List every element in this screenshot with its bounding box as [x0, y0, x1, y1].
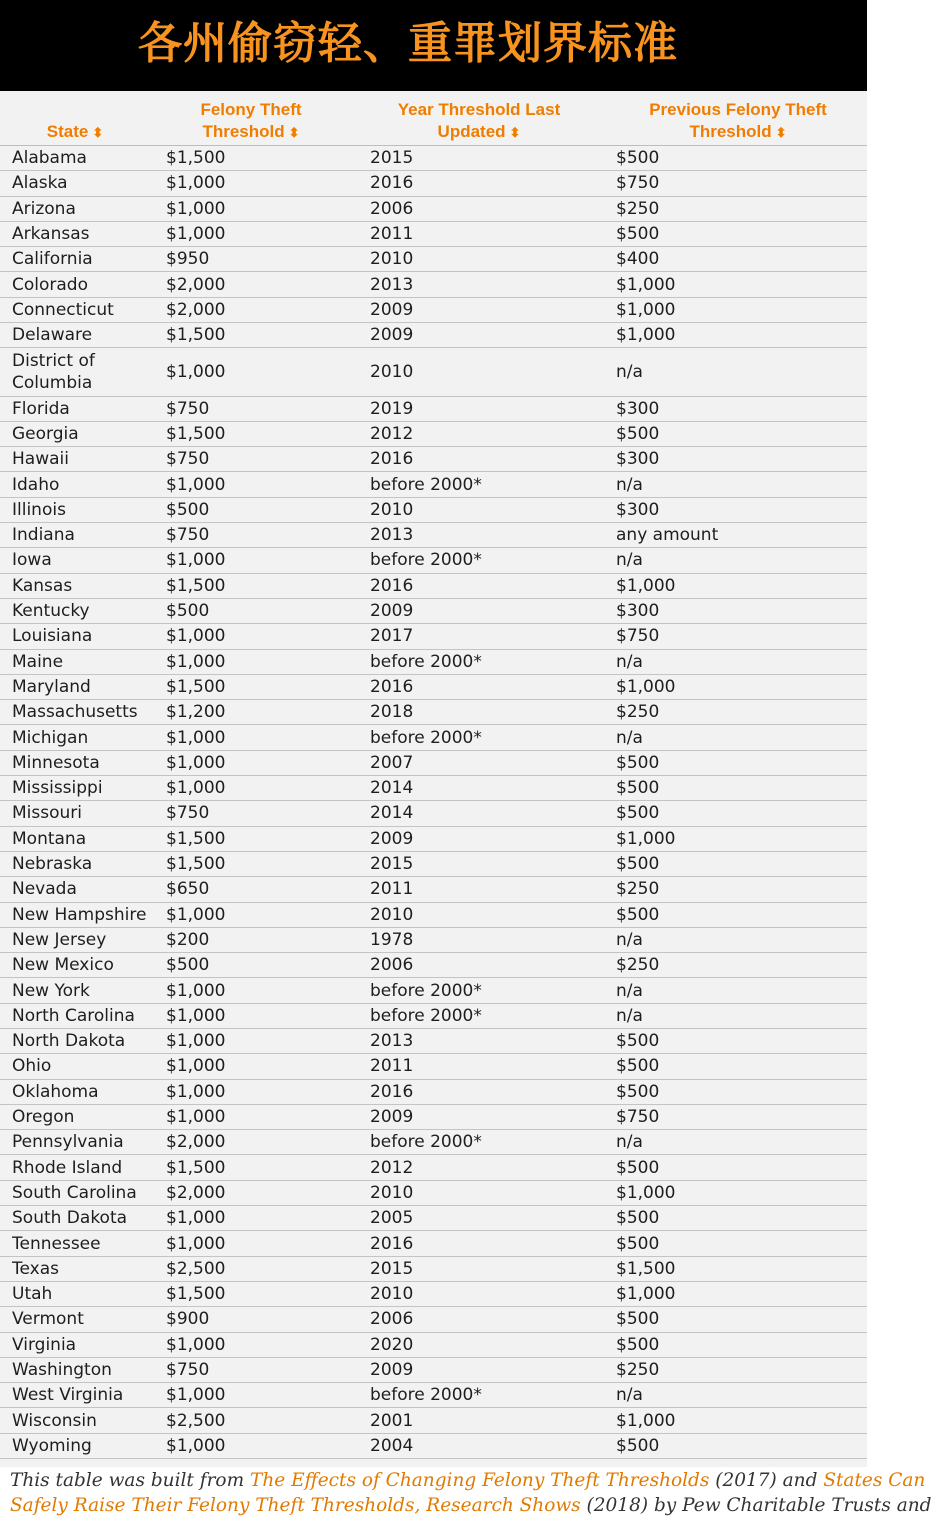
cell-year-updated: 2016	[370, 575, 414, 596]
table-row	[0, 247, 867, 272]
cell-felony-threshold: $1,000	[166, 1435, 226, 1456]
cell-state: Ohio	[12, 1056, 52, 1077]
sort-icon[interactable]: ⬍	[288, 125, 300, 140]
column-header-previous-line1: Previous Felony Theft	[649, 100, 827, 119]
cell-previous-threshold: $500	[616, 904, 660, 925]
cell-felony-threshold: $650	[166, 879, 210, 900]
table-row	[0, 852, 867, 877]
source-note-prefix: This table was built from	[10, 1470, 250, 1491]
source-link-2018-part1[interactable]: States Can	[823, 1470, 926, 1491]
cell-previous-threshold: $300	[616, 449, 660, 470]
column-header-felony-line1: Felony Theft	[200, 100, 302, 119]
table-row	[0, 1231, 867, 1256]
cell-year-updated: 2005	[370, 1208, 414, 1229]
cell-state: North Dakota	[12, 1031, 126, 1052]
cell-state: Michigan	[12, 727, 89, 748]
cell-state: Louisiana	[12, 626, 93, 647]
cell-previous-threshold: $1,000	[616, 299, 676, 320]
table-row	[0, 827, 867, 852]
cell-previous-threshold: n/a	[616, 929, 643, 950]
cell-year-updated: 2013	[370, 525, 414, 546]
cell-previous-threshold: $500	[616, 1056, 660, 1077]
cell-previous-threshold: $250	[616, 955, 660, 976]
cell-year-updated: 2009	[370, 299, 414, 320]
column-header-previous-line2: Threshold	[689, 122, 772, 141]
cell-state: Minnesota	[12, 752, 100, 773]
cell-previous-threshold: n/a	[616, 550, 643, 571]
sort-icon[interactable]: ⬍	[92, 125, 104, 140]
cell-previous-threshold: $500	[616, 148, 660, 169]
table-row	[0, 1130, 867, 1155]
cell-felony-threshold: $2,500	[166, 1410, 226, 1431]
cell-state: Washington	[12, 1359, 112, 1380]
column-header-year-line1: Year Threshold Last	[397, 100, 561, 119]
cell-previous-threshold: $750	[616, 626, 660, 647]
table-row	[0, 1257, 867, 1282]
cell-felony-threshold: $1,200	[166, 702, 226, 723]
cell-state: Vermont	[12, 1309, 84, 1330]
cell-state: Hawaii	[12, 449, 69, 470]
cell-previous-threshold: $500	[616, 803, 660, 824]
cell-previous-threshold: $250	[616, 198, 660, 219]
table-row	[0, 222, 867, 247]
cell-previous-threshold: $500	[616, 1334, 660, 1355]
table-row	[0, 447, 867, 472]
table-row	[0, 397, 867, 422]
cell-previous-threshold: $500	[616, 854, 660, 875]
cell-year-updated: 2016	[370, 676, 414, 697]
source-note-mid: (2017) and	[709, 1470, 824, 1491]
cell-felony-threshold: $2,000	[166, 274, 226, 295]
cell-felony-threshold: $500	[166, 499, 210, 520]
cell-felony-threshold: $750	[166, 1359, 210, 1380]
table-row	[0, 498, 867, 523]
source-link-2018-part2[interactable]: Safely Raise Their Felony Theft Thresholds, Research Shows	[10, 1494, 581, 1516]
cell-state: Indiana	[12, 525, 75, 546]
cell-state: Maine	[12, 651, 64, 672]
table-row	[0, 298, 867, 323]
table-row	[0, 599, 867, 624]
column-header-year-updated[interactable]	[370, 99, 588, 144]
cell-previous-threshold: any amount	[616, 525, 719, 546]
cell-year-updated: 2010	[370, 499, 414, 520]
cell-previous-threshold: $750	[616, 1107, 660, 1128]
cell-felony-threshold: $1,000	[166, 1005, 226, 1026]
cell-felony-threshold: $2,500	[166, 1258, 226, 1279]
cell-felony-threshold: $1,000	[166, 550, 226, 571]
cell-previous-threshold: n/a	[616, 361, 643, 382]
cell-felony-threshold: $1,000	[166, 1385, 226, 1406]
cell-year-updated: 2012	[370, 1157, 414, 1178]
cell-previous-threshold: $500	[616, 1157, 660, 1178]
cell-felony-threshold: $1,000	[166, 474, 226, 495]
table-row	[0, 1383, 867, 1408]
cell-year-updated: 2017	[370, 626, 414, 647]
cell-state: Kansas	[12, 575, 73, 596]
cell-previous-threshold: n/a	[616, 1132, 643, 1153]
cell-felony-threshold: $1,000	[166, 651, 226, 672]
cell-felony-threshold: $500	[166, 601, 210, 622]
cell-previous-threshold: $300	[616, 499, 660, 520]
cell-year-updated: 2020	[370, 1334, 414, 1355]
column-header-state-label: State	[46, 122, 89, 141]
cell-state: South Carolina	[12, 1182, 137, 1203]
cell-felony-threshold: $1,000	[166, 626, 226, 647]
cell-previous-threshold: $1,000	[616, 676, 676, 697]
cell-previous-threshold: $1,000	[616, 1182, 676, 1203]
cell-state: South Dakota	[12, 1208, 128, 1229]
table-row	[0, 751, 867, 776]
cell-previous-threshold: $500	[616, 1233, 660, 1254]
cell-previous-threshold: $250	[616, 702, 660, 723]
table-row	[0, 903, 867, 928]
cell-year-updated: 2015	[370, 854, 414, 875]
cell-previous-threshold: $400	[616, 249, 660, 270]
cell-felony-threshold: $1,000	[166, 1056, 226, 1077]
cell-previous-threshold: $1,000	[616, 1410, 676, 1431]
cell-state: Georgia	[12, 424, 79, 444]
table-row	[0, 1206, 867, 1231]
cell-state: District of Columbia	[12, 350, 95, 393]
table-row	[0, 422, 867, 447]
cell-previous-threshold: n/a	[616, 1005, 643, 1026]
cell-previous-threshold: $1,000	[616, 325, 676, 346]
cell-year-updated: before 2000*	[370, 1005, 482, 1026]
cell-year-updated: 2013	[370, 1031, 414, 1052]
cell-year-updated: 2014	[370, 803, 414, 824]
cell-felony-threshold: $1,000	[166, 361, 226, 382]
table-row	[0, 1282, 867, 1307]
table-row	[0, 171, 867, 196]
cell-year-updated: 2016	[370, 449, 414, 470]
table-row	[0, 1105, 867, 1130]
cell-felony-threshold: $1,500	[166, 148, 226, 169]
cell-state: Alaska	[12, 173, 68, 194]
table-row	[0, 801, 867, 826]
cell-previous-threshold: $250	[616, 879, 660, 900]
cell-previous-threshold: $500	[616, 778, 660, 799]
column-header-felony-line2: Threshold	[202, 122, 285, 141]
cell-previous-threshold: $500	[616, 424, 660, 444]
table-row	[0, 776, 867, 801]
cell-year-updated: 2014	[370, 778, 414, 799]
cell-felony-threshold: $1,500	[166, 325, 226, 346]
cell-felony-threshold: $750	[166, 449, 210, 470]
table-row	[0, 624, 867, 649]
table-header	[0, 91, 867, 146]
cell-felony-threshold: $2,000	[166, 1182, 226, 1203]
cell-felony-threshold: $2,000	[166, 299, 226, 320]
cell-year-updated: before 2000*	[370, 1385, 482, 1406]
cell-state: Florida	[12, 398, 70, 419]
table-row	[0, 1080, 867, 1105]
cell-state: Texas	[12, 1258, 59, 1279]
cell-state: Iowa	[12, 550, 52, 571]
cell-previous-threshold: $500	[616, 752, 660, 773]
cell-year-updated: 2009	[370, 828, 414, 849]
cell-previous-threshold: n/a	[616, 474, 643, 495]
cell-felony-threshold: $2,000	[166, 1132, 226, 1153]
cell-felony-threshold: $750	[166, 803, 210, 824]
table-row	[0, 1333, 867, 1358]
cell-year-updated: 2015	[370, 1258, 414, 1279]
cell-state: Arkansas	[12, 224, 90, 245]
cell-previous-threshold: n/a	[616, 727, 643, 748]
table-row	[0, 675, 867, 700]
cell-previous-threshold: $500	[616, 1031, 660, 1052]
cell-felony-threshold: $1,000	[166, 1334, 226, 1355]
cell-state: Colorado	[12, 274, 88, 295]
cell-previous-threshold: $500	[616, 1309, 660, 1330]
table-row	[0, 574, 867, 599]
cell-felony-threshold: $200	[166, 929, 210, 950]
table-row	[0, 1029, 867, 1054]
cell-previous-threshold: $750	[616, 173, 660, 194]
table-row	[0, 978, 867, 1003]
table-row	[0, 1181, 867, 1206]
cell-previous-threshold: $500	[616, 1081, 660, 1102]
cell-felony-threshold: $500	[166, 955, 210, 976]
cell-state: Kentucky	[12, 601, 90, 622]
table-row	[0, 1155, 867, 1180]
cell-felony-threshold: $1,000	[166, 1081, 226, 1102]
cell-year-updated: 2016	[370, 173, 414, 194]
cell-state: New York	[12, 980, 90, 1001]
cell-year-updated: 1978	[370, 929, 414, 950]
table-row	[0, 1004, 867, 1029]
cell-year-updated: 2006	[370, 1309, 414, 1330]
column-header-felony-threshold[interactable]	[166, 99, 336, 144]
cell-state: Alabama	[12, 148, 87, 169]
cell-year-updated: 2010	[370, 904, 414, 925]
table-row	[0, 725, 867, 750]
cell-year-updated: 2010	[370, 1182, 414, 1203]
banner-title: 各州偷窃轻、重罪划界标准	[138, 18, 678, 69]
table-row	[0, 928, 867, 953]
sort-icon[interactable]: ⬍	[775, 125, 787, 140]
cell-felony-threshold: $1,500	[166, 828, 226, 849]
table-row	[0, 197, 867, 222]
cell-previous-threshold: $1,000	[616, 1284, 676, 1305]
table-row	[0, 348, 867, 396]
cell-state: Pennsylvania	[12, 1132, 124, 1153]
cell-state: Arizona	[12, 198, 76, 219]
table-row	[0, 1358, 867, 1383]
cell-felony-threshold: $1,000	[166, 727, 226, 748]
cell-year-updated: 2018	[370, 702, 414, 723]
table-row	[0, 700, 867, 725]
cell-year-updated: before 2000*	[370, 474, 482, 495]
cell-previous-threshold: $1,000	[616, 274, 676, 295]
cell-state: Delaware	[12, 325, 93, 346]
cell-felony-threshold: $1,000	[166, 198, 226, 219]
cell-year-updated: before 2000*	[370, 651, 482, 672]
cell-felony-threshold: $1,000	[166, 173, 226, 194]
cell-state: Mississippi	[12, 778, 103, 799]
cell-felony-threshold: $1,500	[166, 424, 226, 444]
cell-year-updated: 2016	[370, 1233, 414, 1254]
cell-previous-threshold: n/a	[616, 651, 643, 672]
cell-previous-threshold: $500	[616, 1435, 660, 1456]
cell-year-updated: 2016	[370, 1081, 414, 1102]
cell-felony-threshold: $1,000	[166, 980, 226, 1001]
cell-year-updated: 2015	[370, 148, 414, 169]
cell-state: Oklahoma	[12, 1081, 99, 1102]
cell-felony-threshold: $1,000	[166, 904, 226, 925]
table-row	[0, 650, 867, 675]
table-row	[0, 472, 867, 497]
cell-state: Nevada	[12, 879, 77, 900]
cell-previous-threshold: $500	[616, 1208, 660, 1229]
cell-felony-threshold: $1,000	[166, 752, 226, 773]
cell-previous-threshold: n/a	[616, 980, 643, 1001]
cell-year-updated: 2019	[370, 398, 414, 419]
cell-felony-threshold: $1,500	[166, 1284, 226, 1305]
cell-previous-threshold: $300	[616, 398, 660, 419]
source-note-suffix: (2018) by Pew Charitable Trusts and	[580, 1494, 932, 1516]
column-header-previous-threshold[interactable]	[616, 99, 860, 144]
cell-state: Wisconsin	[12, 1410, 97, 1431]
cell-state: Utah	[12, 1284, 53, 1305]
cell-year-updated: 2009	[370, 1359, 414, 1380]
cell-previous-threshold: $500	[616, 224, 660, 245]
cell-felony-threshold: $1,500	[166, 854, 226, 875]
cell-felony-threshold: $1,500	[166, 1157, 226, 1178]
table-row	[0, 1434, 867, 1459]
cell-state: Montana	[12, 828, 87, 849]
cell-year-updated: 2011	[370, 1056, 414, 1077]
cell-year-updated: before 2000*	[370, 550, 482, 571]
cell-felony-threshold: $750	[166, 525, 210, 546]
cell-felony-threshold: $950	[166, 249, 210, 270]
cell-felony-threshold: $1,000	[166, 1031, 226, 1052]
cell-previous-threshold: $250	[616, 1359, 660, 1380]
cell-previous-threshold: $1,000	[616, 828, 676, 849]
cell-year-updated: 2010	[370, 249, 414, 270]
cell-year-updated: 2007	[370, 752, 414, 773]
cell-previous-threshold: $300	[616, 601, 660, 622]
cell-state: New Mexico	[12, 955, 114, 976]
cell-felony-threshold: $1,000	[166, 1208, 226, 1229]
cell-year-updated: 2010	[370, 1284, 414, 1305]
table-body	[0, 146, 867, 1459]
cell-felony-threshold: $1,000	[166, 224, 226, 245]
table-row	[0, 953, 867, 978]
source-link-2017[interactable]: The Effects of Changing Felony Theft Thresholds	[250, 1470, 710, 1491]
cell-felony-threshold: $900	[166, 1309, 210, 1330]
cell-previous-threshold: $1,000	[616, 575, 676, 596]
cell-state: Maryland	[12, 676, 91, 697]
table-row	[0, 146, 867, 171]
cell-state: California	[12, 249, 93, 270]
table-row	[0, 523, 867, 548]
cell-state: Rhode Island	[12, 1157, 123, 1178]
cell-state: Tennessee	[12, 1233, 101, 1254]
title-banner	[0, 0, 867, 91]
cell-state: Illinois	[12, 499, 66, 520]
table-row	[0, 1307, 867, 1332]
table-row	[0, 877, 867, 902]
cell-felony-threshold: $750	[166, 398, 210, 419]
table-row	[0, 548, 867, 573]
table-row	[0, 1054, 867, 1079]
cell-state: Nebraska	[12, 854, 93, 875]
cell-felony-threshold: $1,500	[166, 575, 226, 596]
cell-previous-threshold: $1,500	[616, 1258, 676, 1279]
cell-state: New Jersey	[12, 929, 107, 950]
cell-state: Connecticut	[12, 299, 114, 320]
cell-year-updated: before 2000*	[370, 980, 482, 1001]
sort-icon[interactable]: ⬍	[509, 125, 521, 140]
cell-felony-threshold: $1,000	[166, 778, 226, 799]
cell-state: Massachusetts	[12, 702, 138, 723]
cell-year-updated: 2001	[370, 1410, 414, 1431]
cell-year-updated: 2011	[370, 224, 414, 245]
cell-state: Oregon	[12, 1107, 75, 1128]
cell-year-updated: 2009	[370, 325, 414, 346]
theft-threshold-table	[0, 91, 867, 1467]
cell-felony-threshold: $1,000	[166, 1107, 226, 1128]
cell-felony-threshold: $1,000	[166, 1233, 226, 1254]
cell-year-updated: 2009	[370, 601, 414, 622]
cell-previous-threshold: n/a	[616, 1385, 643, 1406]
table-row	[0, 1408, 867, 1433]
cell-year-updated: 2011	[370, 879, 414, 900]
cell-state: New Hampshire	[12, 904, 147, 925]
table-row	[0, 272, 867, 297]
column-header-year-line2: Updated	[437, 122, 506, 141]
cell-year-updated: before 2000*	[370, 727, 482, 748]
cell-state: Virginia	[12, 1334, 77, 1355]
column-header-state[interactable]	[20, 121, 130, 144]
cell-year-updated: 2010	[370, 361, 414, 382]
source-note	[10, 1469, 932, 1518]
cell-state: Missouri	[12, 803, 82, 824]
cell-year-updated: 2006	[370, 198, 414, 219]
cell-year-updated: 2009	[370, 1107, 414, 1128]
cell-year-updated: before 2000*	[370, 1132, 482, 1153]
cell-year-updated: 2012	[370, 424, 414, 444]
cell-year-updated: 2013	[370, 274, 414, 295]
cell-year-updated: 2006	[370, 955, 414, 976]
table-row	[0, 323, 867, 348]
cell-state: North Carolina	[12, 1005, 135, 1026]
cell-state: West Virginia	[12, 1385, 124, 1406]
cell-state: Wyoming	[12, 1435, 92, 1456]
cell-state: Idaho	[12, 474, 60, 495]
cell-felony-threshold: $1,500	[166, 676, 226, 697]
cell-year-updated: 2004	[370, 1435, 414, 1456]
